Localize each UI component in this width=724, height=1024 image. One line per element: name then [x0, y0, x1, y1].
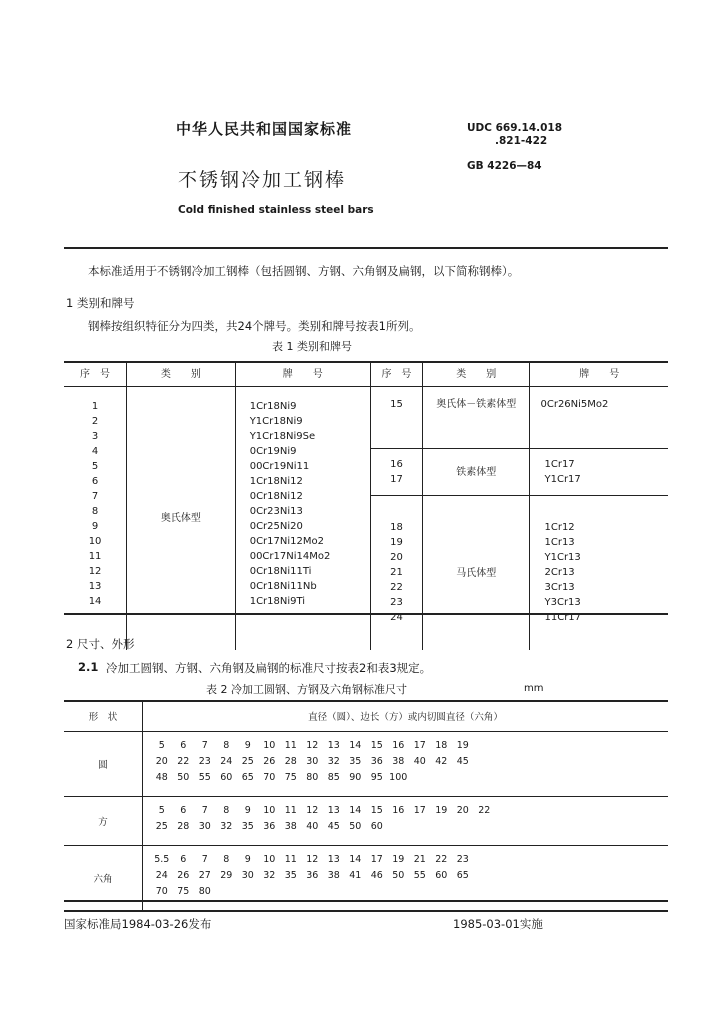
dimension-value: 80 — [306, 772, 319, 783]
dimension-value: 19 — [392, 854, 405, 865]
t1-right-grades-g3: 1Cr12 1Cr13 Y1Cr13 2Cr13 3Cr13 Y3Cr13 11Cr17 — [530, 496, 668, 651]
dimension-value: 60 — [435, 870, 448, 881]
t1-right-category-g1: 奥氏体－铁素体型 — [422, 387, 530, 449]
dimension-value: 23 — [198, 756, 211, 767]
dimension-value: 50 — [177, 772, 190, 783]
dimension-value: 30 — [306, 756, 319, 767]
t1-header-seq: 序 号 — [64, 362, 127, 387]
t1-header-grade-2: 牌 号 — [530, 362, 668, 387]
t1-header-category-2: 类 别 — [422, 362, 530, 387]
dimension-value: 25 — [241, 756, 254, 767]
dimension-value: 27 — [198, 870, 211, 881]
dimension-value: 9 — [244, 805, 251, 816]
dimension-value: 5 — [158, 740, 165, 751]
dimension-value: 22 — [435, 854, 448, 865]
dimension-value: 8 — [223, 740, 230, 751]
dimension-value: 11 — [284, 805, 297, 816]
dimension-value: 28 — [177, 821, 190, 832]
dimension-value: 26 — [263, 756, 276, 767]
t2-shape-round: 圆 — [64, 732, 143, 797]
dimension-value: 75 — [177, 886, 190, 897]
t1-left-nums: 1 2 3 4 5 6 7 8 9 10 11 12 13 14 — [88, 401, 102, 607]
dimension-value: 14 — [349, 854, 362, 865]
dimension-value: 17 — [413, 740, 426, 751]
dimension-value: 35 — [349, 756, 362, 767]
dimension-value: 5.5 — [154, 854, 170, 865]
table1-caption: 表 1 类别和牌号 — [272, 340, 352, 353]
dimension-value: 23 — [456, 854, 469, 865]
t2-header-shape: 形 状 — [64, 701, 143, 732]
dimension-value: 70 — [263, 772, 276, 783]
t1-right-nums-g1: 15 — [370, 387, 422, 449]
dimension-value: 17 — [413, 805, 426, 816]
dimension-value: 55 — [413, 870, 426, 881]
t1-header-grade: 牌 号 — [235, 362, 370, 387]
dimension-value: 50 — [349, 821, 362, 832]
dims-line — [151, 854, 668, 870]
udc-code: UDC 669.14.018 — [467, 122, 563, 134]
t2-dims-round — [143, 732, 669, 797]
dimension-value: 18 — [435, 740, 448, 751]
dimension-value: 38 — [284, 821, 297, 832]
dimension-value: 46 — [370, 870, 383, 881]
dimension-value: 19 — [456, 740, 469, 751]
dimension-value: 38 — [327, 870, 340, 881]
t1-header-seq-2: 序 号 — [370, 362, 422, 387]
dimension-value: 13 — [327, 805, 340, 816]
title-cn: 不锈钢冷加工钢棒 — [178, 169, 347, 191]
dimension-value: 15 — [370, 740, 383, 751]
dimension-value: 36 — [370, 756, 383, 767]
dimension-value: 11 — [284, 740, 297, 751]
table2-caption: 表 2 冷加工圆钢、方钢及六角钢标准尺寸 — [206, 683, 407, 696]
t2-dims-square — [143, 797, 669, 846]
dimension-value: 95 — [370, 772, 383, 783]
table2 — [64, 701, 668, 910]
dimension-value: 10 — [263, 805, 276, 816]
dimension-value: 12 — [306, 854, 319, 865]
dimension-value: 8 — [223, 805, 230, 816]
t1-left-grades: 1Cr18Ni9 Y1Cr18Ni9 Y1Cr18Ni9Se 0Cr19Ni9 00Cr19Ni11 1Cr18Ni12 0Cr18Ni12 0Cr23Ni13 0Cr25Ni20 0Cr17Ni12Mo2 00Cr17Ni14Mo2 0Cr18Ni11Ti 0Cr18Ni11Nb 1Cr18Ni9Ti — [235, 387, 370, 651]
dimension-value: 60 — [370, 821, 383, 832]
dimension-value: 8 — [223, 854, 230, 865]
dimension-value: 65 — [456, 870, 469, 881]
dimension-value: 35 — [241, 821, 254, 832]
dimension-value: 75 — [284, 772, 297, 783]
header-rule — [64, 247, 668, 249]
intro-text: 本标准适用于不锈钢冷加工钢棒（包括圆钢、方钢、六角钢及扁钢，以下简称钢棒）。 — [88, 264, 520, 278]
t1-right-grades-g2: 1Cr17 Y1Cr17 — [530, 449, 668, 496]
section1-text: 钢棒按组织特征分为四类，共24个牌号。类别和牌号按表1所列。 — [88, 319, 421, 333]
dimension-value: 28 — [284, 756, 297, 767]
dimension-value: 38 — [392, 756, 405, 767]
dimension-value: 36 — [306, 870, 319, 881]
title-en: Cold finished stainless steel bars — [178, 204, 374, 216]
dimension-value: 13 — [327, 740, 340, 751]
dims-line — [151, 756, 668, 772]
dimension-value: 9 — [244, 740, 251, 751]
dimension-value: 16 — [392, 740, 405, 751]
dimension-value: 36 — [263, 821, 276, 832]
dimension-value: 24 — [155, 870, 168, 881]
dimension-value: 65 — [241, 772, 254, 783]
dimension-value: 70 — [155, 886, 168, 897]
dims-line — [151, 740, 668, 756]
dimension-value: 10 — [263, 740, 276, 751]
dimension-value: 20 — [456, 805, 469, 816]
footer-rule — [64, 910, 668, 912]
dimension-value: 11 — [284, 854, 297, 865]
table1-bottom-rule — [64, 613, 668, 615]
dimension-value: 14 — [349, 805, 362, 816]
dimension-value: 60 — [220, 772, 233, 783]
dimension-value: 7 — [201, 854, 208, 865]
t1-right-category-g3: 马氏体型 — [422, 496, 530, 651]
dimension-value: 50 — [392, 870, 405, 881]
dimension-value: 6 — [180, 740, 187, 751]
dimension-value: 40 — [413, 756, 426, 767]
section2-heading: 2 尺寸、外形 — [66, 637, 135, 651]
t1-right-category-g2: 铁素体型 — [422, 449, 530, 496]
standard-org: 中华人民共和国国家标准 — [176, 120, 353, 138]
dimension-value: 30 — [241, 870, 254, 881]
dimension-value: 40 — [306, 821, 319, 832]
gb-number: GB 4226—84 — [467, 160, 542, 172]
dimension-value: 30 — [198, 821, 211, 832]
dimension-value: 55 — [198, 772, 211, 783]
dimension-value: 14 — [349, 740, 362, 751]
dims-line — [151, 805, 668, 821]
dimension-value: 48 — [155, 772, 168, 783]
section1-heading: 1 类别和牌号 — [66, 296, 135, 310]
dimension-value: 41 — [349, 870, 362, 881]
dimension-value: 35 — [284, 870, 297, 881]
dimension-value: 24 — [220, 756, 233, 767]
dimension-value: 42 — [435, 756, 448, 767]
dimension-value: 6 — [180, 805, 187, 816]
dimension-value: 12 — [306, 805, 319, 816]
dimension-value: 85 — [327, 772, 340, 783]
dimension-value: 45 — [327, 821, 340, 832]
dimension-value: 90 — [349, 772, 362, 783]
table2-unit: mm — [524, 683, 544, 694]
dimension-value: 7 — [201, 740, 208, 751]
dimension-value: 45 — [456, 756, 469, 767]
dims-line — [151, 870, 668, 886]
dimension-value: 15 — [370, 805, 383, 816]
dimension-value: 80 — [198, 886, 211, 897]
dimension-value: 100 — [389, 772, 408, 783]
dimension-value: 32 — [263, 870, 276, 881]
dimension-value: 17 — [370, 854, 383, 865]
t1-left-category: 奥氏体型 — [127, 387, 236, 651]
dimension-value: 20 — [155, 756, 168, 767]
t1-right-nums-g3: 18 19 20 21 22 23 24 — [370, 496, 422, 651]
dims-line — [151, 821, 668, 837]
effective-date: 1985-03-01实施 — [453, 917, 543, 931]
dimension-value: 32 — [327, 756, 340, 767]
dimension-value: 9 — [244, 854, 251, 865]
dimension-value: 7 — [201, 805, 208, 816]
t2-header-dims: 直径（圆）、边长（方）或内切圆直径（六角） — [143, 701, 669, 732]
dimension-value: 5 — [158, 805, 165, 816]
udc-code-sub: .821-422 — [495, 135, 548, 147]
t2-shape-hex: 六角 — [93, 874, 113, 885]
dimension-value: 13 — [327, 854, 340, 865]
dimension-value: 25 — [155, 821, 168, 832]
dimension-value: 32 — [220, 821, 233, 832]
t1-header-category: 类 别 — [127, 362, 236, 387]
dimension-value: 22 — [177, 756, 190, 767]
t2-shape-square: 方 — [64, 797, 143, 846]
dimension-value: 19 — [435, 805, 448, 816]
t1-right-nums-g2: 16 17 — [370, 449, 422, 496]
dimension-value: 10 — [263, 854, 276, 865]
section2-sub-text: 冷加工圆钢、方钢、六角钢及扁钢的标准尺寸按表2和表3规定。 — [106, 661, 432, 675]
dims-line — [151, 772, 668, 788]
t1-right-grades-g1: 0Cr26Ni5Mo2 — [530, 387, 668, 449]
dimension-value: 12 — [306, 740, 319, 751]
dimension-value: 21 — [413, 854, 426, 865]
dimension-value: 6 — [180, 854, 187, 865]
dimension-value: 26 — [177, 870, 190, 881]
issued-date: 国家标准局1984-03-26发布 — [64, 917, 212, 931]
section2-sub-number: 2.1 — [78, 660, 99, 674]
table2-bottom-rule — [64, 900, 668, 902]
table1 — [64, 362, 668, 650]
dimension-value: 29 — [220, 870, 233, 881]
dimension-value: 22 — [478, 805, 491, 816]
dimension-value: 16 — [392, 805, 405, 816]
